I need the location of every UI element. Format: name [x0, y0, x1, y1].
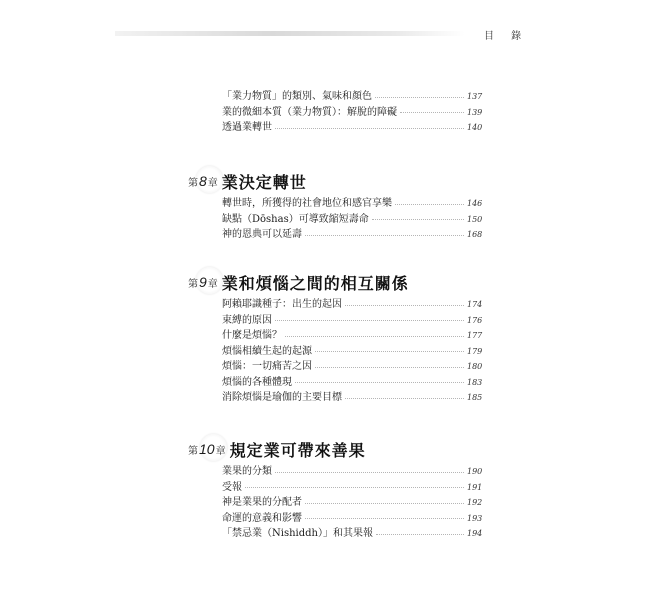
toc-entry-page: 183	[467, 377, 483, 387]
toc-entry[interactable]	[222, 495, 481, 511]
toc-entry-title: 束縛的原因	[222, 314, 272, 326]
chapter-prefix: 第	[188, 446, 198, 457]
chapter-heading-9[interactable]	[188, 267, 409, 297]
toc-entry-page: 176	[467, 315, 483, 325]
toc-entry[interactable]	[222, 89, 481, 105]
dot-leader	[345, 305, 464, 306]
toc-entry-page: 193	[467, 513, 483, 523]
toc-section-chapter-10	[222, 464, 481, 542]
dot-leader	[345, 398, 464, 399]
toc-entry-title: 消除煩惱是瑜伽的主要目標	[222, 392, 342, 403]
toc-entry-title: 缺點（Dōshas）可導致縮短壽命	[222, 213, 369, 225]
dot-leader	[275, 128, 464, 129]
toc-entry-page: 174	[467, 300, 483, 309]
toc-section-continued	[222, 89, 481, 136]
dot-leader	[315, 351, 464, 352]
toc-entry-title: 煩惱的各種體現	[222, 376, 292, 388]
dot-leader	[305, 518, 464, 519]
dot-leader	[400, 112, 464, 113]
toc-entry[interactable]	[222, 328, 481, 344]
dot-leader	[376, 534, 464, 535]
toc-entry[interactable]	[222, 511, 481, 527]
toc-entry-page: 192	[467, 498, 483, 507]
toc-entry-title: 受報	[222, 481, 242, 493]
toc-entry-title: 轉世時，所獲得的社會地位和感官享樂	[222, 198, 392, 209]
chapter-prefix: 第	[188, 178, 198, 189]
toc-entry[interactable]	[222, 297, 481, 313]
toc-entry-title: 命運的意義和影響	[222, 512, 302, 524]
toc-entry-title: 阿賴耶識種子：出生的起因	[222, 299, 342, 310]
chapter-title: 規定業可帶來善果	[229, 440, 366, 460]
toc-entry[interactable]	[222, 196, 481, 212]
chapter-prefix: 第	[188, 279, 198, 290]
dot-leader	[305, 503, 464, 504]
chapter-label	[188, 441, 226, 457]
dot-leader	[372, 219, 464, 220]
chapter-number: 9	[199, 274, 207, 290]
chapter-label	[188, 274, 218, 290]
dot-leader	[285, 336, 464, 337]
toc-entry-page: 179	[467, 346, 483, 356]
toc-entry-page: 190	[467, 467, 483, 476]
toc-entry-page: 140	[467, 123, 483, 132]
toc-entry-page: 146	[467, 199, 483, 208]
toc-entry-page: 191	[467, 482, 483, 492]
toc-entry-page: 168	[467, 230, 483, 239]
toc-entry-title: 神的恩典可以延壽	[222, 229, 302, 240]
toc-entry-page: 185	[467, 393, 483, 402]
toc-entry-title: 業的微細本質（業力物質）：解脫的障礙	[222, 106, 397, 118]
header-rule	[115, 31, 465, 36]
toc-entry-page: 139	[467, 107, 483, 117]
toc-section-chapter-8	[222, 196, 481, 243]
chapter-title: 業和煩惱之間的相互關係	[221, 273, 409, 293]
dot-leader	[295, 382, 464, 383]
toc-entry[interactable]	[222, 344, 481, 360]
chapter-suffix: 章	[207, 178, 218, 189]
toc-entry-title: 神是業果的分配者	[222, 497, 302, 508]
toc-entry-title: 煩惱相續生起的起源	[222, 345, 312, 357]
chapter-heading-8[interactable]	[188, 166, 307, 196]
toc-entry-page: 180	[467, 362, 483, 371]
dot-leader	[315, 367, 464, 368]
toc-entry[interactable]	[222, 390, 481, 406]
toc-entry-title: 「禁忌業（Nishiddh）」和其果報	[222, 528, 373, 539]
toc-entry-title: 煩惱：一切痛苦之因	[222, 361, 312, 372]
toc-entry[interactable]	[222, 464, 481, 480]
toc-entry[interactable]	[222, 212, 481, 228]
dot-leader	[245, 487, 464, 488]
chapter-heading-10[interactable]	[188, 434, 366, 464]
chapter-number: 10	[199, 441, 215, 457]
toc-entry[interactable]	[222, 227, 481, 243]
dot-leader	[275, 320, 464, 321]
page-header-title: 目 錄	[484, 31, 529, 42]
toc-entry-title: 透過業轉世	[222, 122, 272, 133]
toc-entry-page: 194	[467, 529, 483, 538]
toc-entry[interactable]	[222, 375, 481, 391]
toc-entry[interactable]	[222, 359, 481, 375]
dot-leader	[275, 472, 464, 473]
chapter-suffix: 章	[215, 446, 226, 457]
toc-entry-page: 150	[467, 214, 483, 224]
toc-entry-title: 什麼是煩惱？	[222, 330, 282, 341]
toc-entry[interactable]	[222, 526, 481, 542]
toc-section-chapter-9	[222, 297, 481, 406]
toc-entry-page: 137	[467, 92, 483, 101]
dot-leader	[395, 204, 464, 205]
toc-entry-page: 177	[467, 331, 483, 340]
chapter-number: 8	[199, 173, 207, 189]
toc-entry[interactable]	[222, 120, 481, 136]
toc-entry[interactable]	[222, 480, 481, 496]
toc-entry[interactable]	[222, 105, 481, 121]
toc-entry[interactable]	[222, 313, 481, 329]
chapter-suffix: 章	[207, 279, 218, 290]
toc-entry-title: 業果的分類	[222, 466, 272, 477]
dot-leader	[375, 97, 464, 98]
dot-leader	[305, 235, 464, 236]
chapter-label	[188, 173, 218, 189]
chapter-title: 業決定轉世	[221, 172, 307, 192]
toc-entry-title: 「業力物質」的類別、氣味和顏色	[222, 91, 372, 102]
